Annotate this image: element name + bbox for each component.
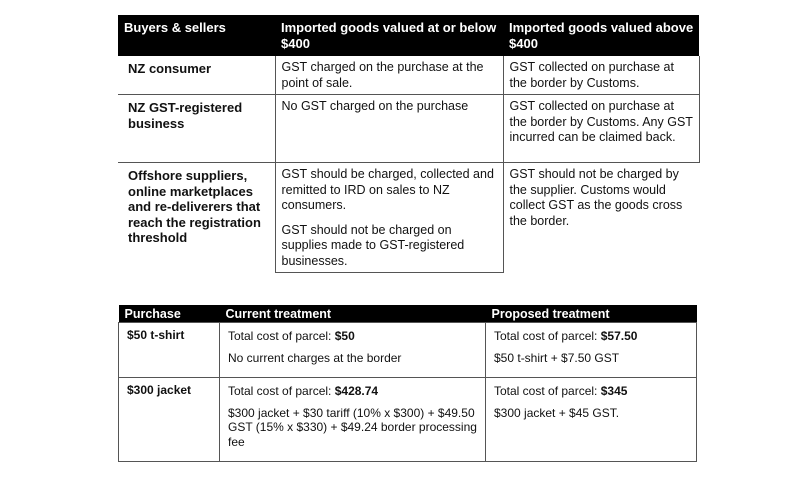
current-treatment-cell — [220, 378, 486, 462]
party-cell: NZ consumer — [118, 56, 275, 95]
cell-text: GST charged on the purchase at the point of sale. — [281, 60, 484, 90]
party-cell: NZ GST-registered business — [118, 95, 275, 163]
total-cost-line — [228, 329, 481, 344]
header-current-treatment: Current treatment — [220, 305, 486, 323]
table-row — [118, 56, 699, 95]
table-row — [118, 95, 699, 163]
header-purchase: Purchase — [119, 305, 220, 323]
total-cost-label: Total cost of parcel: — [228, 329, 335, 343]
below-400-cell — [275, 163, 503, 273]
total-cost-line — [228, 384, 481, 399]
treatment-detail: $50 t-shirt + $7.50 GST — [494, 350, 620, 365]
total-cost-label: Total cost of parcel: — [228, 384, 335, 398]
header-above-400: Imported goods valued above $400 — [503, 15, 699, 56]
below-400-cell — [275, 56, 503, 95]
treatment-detail: No current charges at the border — [228, 350, 402, 365]
table-header-row — [119, 305, 697, 323]
table-row — [119, 378, 697, 462]
header-proposed-treatment: Proposed treatment — [486, 305, 697, 323]
table-row — [118, 163, 699, 273]
total-cost-value: $50 — [334, 329, 355, 343]
proposed-treatment-cell — [486, 323, 697, 378]
current-treatment-cell — [220, 323, 486, 378]
total-cost-value: $57.50 — [600, 329, 638, 343]
total-cost-label: Total cost of parcel: — [494, 329, 601, 343]
cell-text: GST collected on purchase at the border by Customs. — [509, 60, 674, 90]
above-400-cell — [503, 95, 699, 163]
party-cell: Offshore suppliers, online marketplaces and re-deliverers that reach the registration threshold — [128, 168, 261, 245]
purchase-cell: $300 jacket — [119, 378, 220, 462]
purchase-treatment-table — [118, 305, 697, 462]
header-below-400: Imported goods valued at or below $400 — [275, 15, 503, 56]
below-400-cell — [275, 95, 503, 163]
table-header-row — [118, 15, 699, 56]
proposed-treatment-cell — [486, 378, 697, 462]
cell-text: GST collected on purchase at the border by Customs. Any GST incurred can be claimed back. — [509, 99, 693, 144]
above-400-cell — [503, 163, 699, 273]
cell-text: No GST charged on the purchase — [281, 99, 469, 113]
cell-text: GST should not be charged on supplies made to GST-registered businesses. — [281, 222, 465, 268]
total-cost-value: $345 — [600, 384, 628, 398]
total-cost-line — [494, 384, 692, 399]
total-cost-line — [494, 329, 692, 344]
gst-by-buyer-table — [118, 15, 700, 273]
header-buyers-sellers: Buyers & sellers — [118, 15, 275, 56]
cell-text: GST should be charged, collected and remitted to IRD on sales to NZ consumers. — [281, 167, 494, 212]
above-400-cell — [503, 56, 699, 95]
purchase-cell: $50 t-shirt — [119, 323, 220, 378]
total-cost-value: $428.74 — [334, 384, 379, 398]
treatment-detail: $300 jacket + $45 GST. — [494, 405, 620, 420]
total-cost-label: Total cost of parcel: — [494, 384, 601, 398]
table-row — [119, 323, 697, 378]
cell-text: GST should not be charged by the supplier. Customs would collect GST as the goods cross the border. — [509, 167, 683, 228]
treatment-detail: $300 jacket + $30 tariff (10% x $300) + $49.50 GST (15% x $330) + $49.24 border processing fee — [228, 405, 477, 449]
